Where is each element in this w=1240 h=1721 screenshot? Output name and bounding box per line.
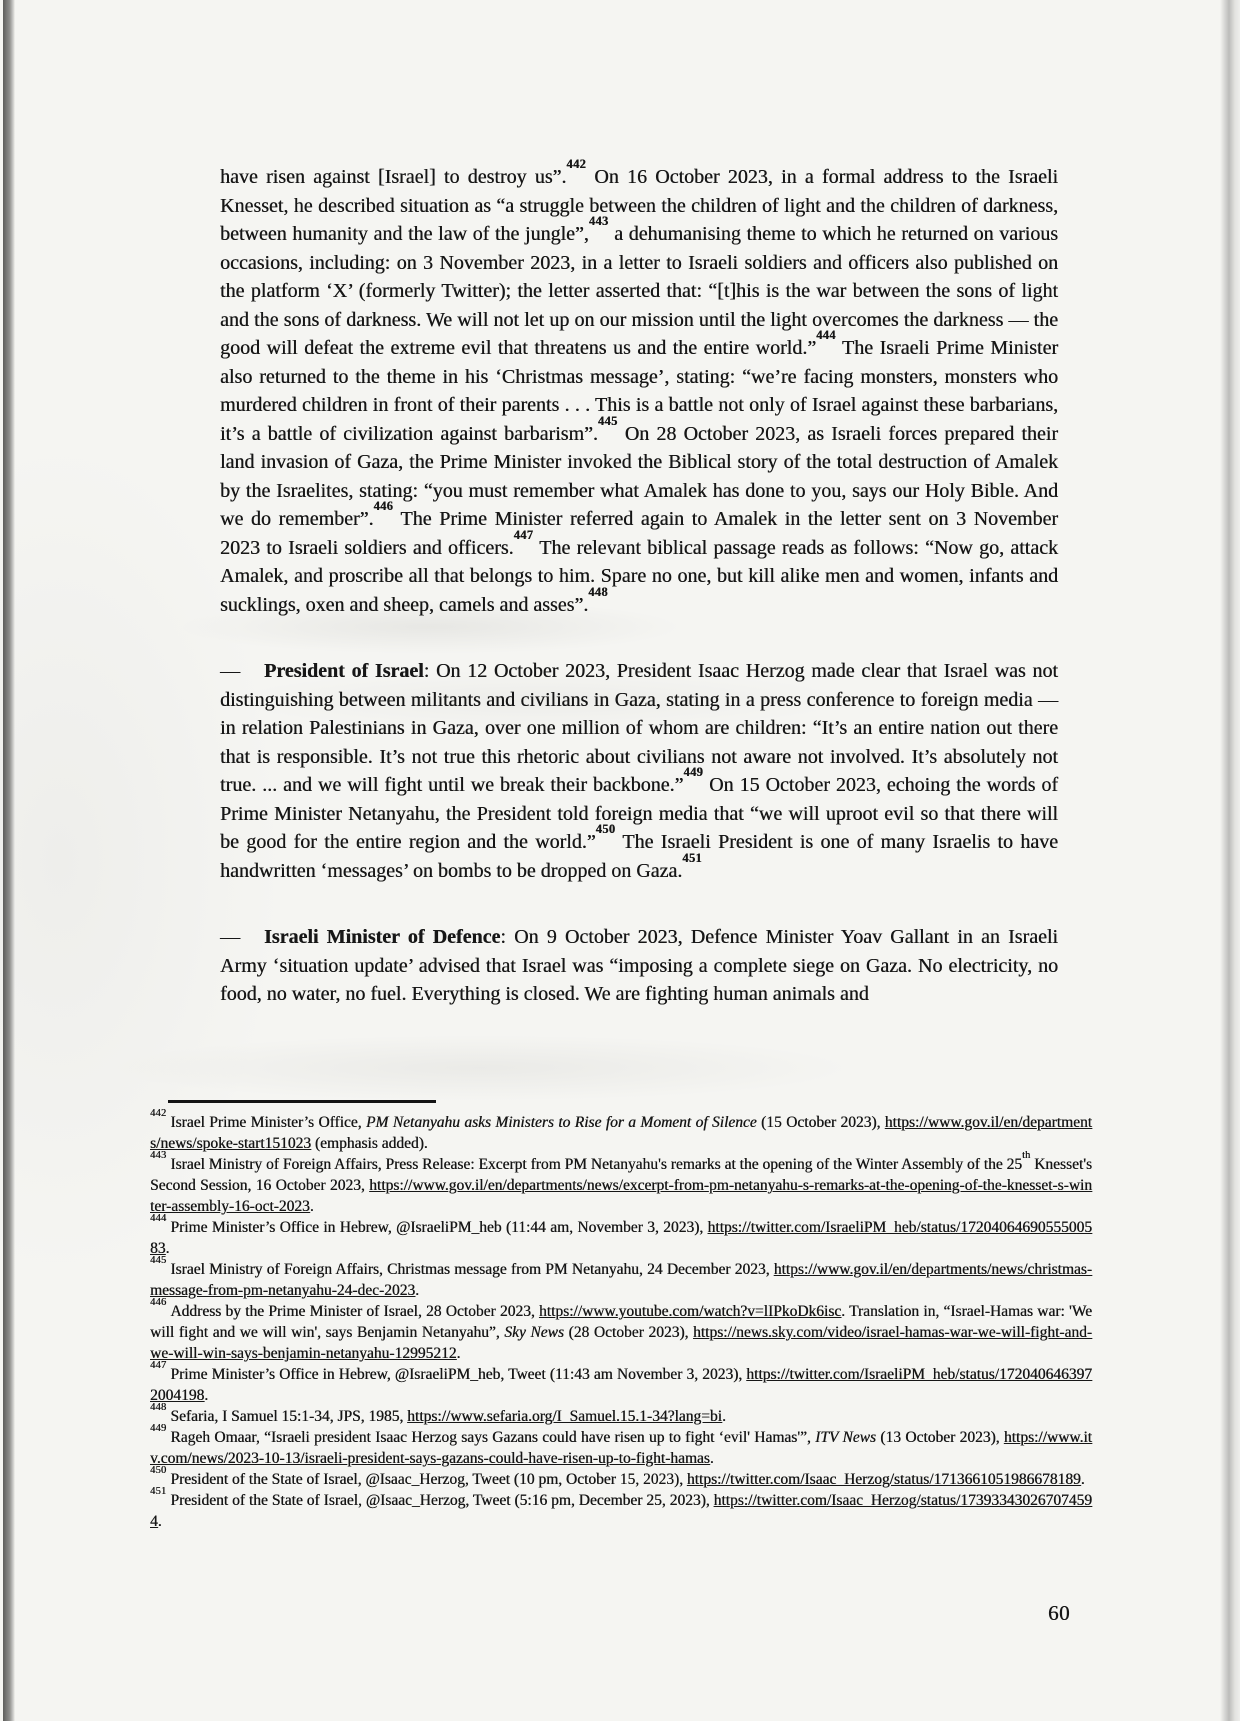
- footnote: [150, 1254, 1092, 1301]
- scan-edge-left: [3, 0, 15, 1721]
- bullet-minister-of-defence: [220, 923, 1058, 1009]
- text-run: On 28 October 2023, as Israeli forces prepared their land invasion of Gaza, the Prime Minister invoked the Biblical story of the total destruction of Amalek by the Israelites, stating: “you must remember what Amalek has done to you, says our Holy Bible. And we do remember”.: [220, 422, 1058, 530]
- text-run: On 16 October 2023, in a formal address to the Israeli Knesset, he described situation as “a struggle between the children of light and the children of darkness, between humanity and the law of the jungle”,: [220, 166, 1059, 245]
- link-url[interactable]: https://www.sefaria.org/I_Samuel.15.1-34?lang=bi: [407, 1408, 722, 1425]
- footnote-separator: [168, 1100, 436, 1103]
- link-url[interactable]: https://www.gov.il/en/departments/news/excerpt-from-pm-netanyahu-s-remarks-at-the-opening-of-the-knesset-s-winter-assembly-16-oct-2023: [150, 1177, 1092, 1215]
- footnote-number: 451: [150, 1485, 167, 1497]
- text-run: .: [157, 1513, 162, 1530]
- text-run: (13 October 2023),: [875, 1429, 1004, 1446]
- text-run: President of the State of Israel, @Isaac_Herzog, Tweet (5:16 pm, December 25, 2023),: [170, 1492, 714, 1509]
- text-run: : On 12 October 2023, President Isaac Herzog made clear that Israel was not distinguishing between militants and civilians in Gaza, stating in a press conference to foreign media — in relation Palestinians in Gaza, over one million of whom are children: “It’s an entire nation out there that is responsible. It’s not true this rhetoric about civilians not aware not involved. It’s absolutely not true. ... and we will fight until we break their backbone.”: [220, 660, 1058, 796]
- text-run: Address by the Prime Minister of Israel, 28 October 2023,: [170, 1303, 539, 1320]
- link-url[interactable]: https://www.gov.il/en/departments/news/christmas-message-from-pm-netanyahu-24-dec-2023: [150, 1261, 1092, 1299]
- footnotes-section: [150, 1100, 1092, 1532]
- link-url[interactable]: https://news.sky.com/video/israel-hamas-war-we-will-fight-and-we-will-win-says-benjamin-netanyahu-12995212: [150, 1324, 1092, 1362]
- footnote-ref: 442: [566, 157, 587, 172]
- text-run: .: [709, 1450, 714, 1467]
- text-run: Prime Minister’s Office in Hebrew, @IsraeliPM_heb (11:44 am, November 3, 2023),: [170, 1219, 708, 1236]
- footnote: [150, 1107, 1093, 1154]
- footnote-ref: 446: [373, 499, 394, 514]
- footnote-ref: 451: [682, 850, 702, 865]
- footnote-number: 446: [150, 1296, 167, 1308]
- footnote-ref: 444: [816, 328, 836, 343]
- footnote: [150, 1359, 1092, 1406]
- link-url[interactable]: https://twitter.com/IsraeliPM_heb/status/1720406463972004198: [150, 1366, 1092, 1404]
- footnote: [150, 1401, 1092, 1427]
- footnote-number: 450: [150, 1464, 167, 1476]
- link-url[interactable]: https://twitter.com/Isaac_Herzog/status/1713661051986678189: [686, 1471, 1081, 1488]
- footnote-number: 445: [150, 1254, 167, 1266]
- link-url[interactable]: https://twitter.com/IsraeliPM_heb/status/1720406469055500583: [150, 1219, 1092, 1257]
- text-run: Sefaria, I Samuel 15:1-34, JPS, 1985,: [170, 1408, 408, 1425]
- text-run: .: [721, 1408, 726, 1425]
- footnote-number: 443: [150, 1149, 167, 1161]
- text-run: Israel Ministry of Foreign Affairs, Press Release: Excerpt from PM Netanyahu's remarks at the opening of the Winter Assembly of the 25: [170, 1156, 1023, 1173]
- text-run: .: [415, 1282, 419, 1299]
- text-run: (15 October 2023),: [756, 1114, 885, 1131]
- text-run: President of Israel: [264, 660, 424, 682]
- footnote-ref: 447: [513, 527, 534, 542]
- footnote-number: 448: [150, 1401, 167, 1413]
- text-run: President of the State of Israel, @Isaac_Herzog, Tweet (10 pm, October 15, 2023),: [170, 1471, 687, 1488]
- footnote-ref: th: [1022, 1149, 1031, 1161]
- footnote-number: 442: [150, 1107, 167, 1119]
- footnote-ref: 445: [597, 413, 618, 428]
- bullet-dash: —: [220, 926, 240, 948]
- footnote-number: 444: [150, 1212, 167, 1224]
- footnote-ref: 443: [588, 214, 609, 229]
- text-run: : On 9 October 2023, Defence Minister Yoav Gallant in an Israeli Army ‘situation update’ advised that Israel was “imposing a complete siege on Gaza. No electricity, no food, no water, no fuel. Everything is closed. We are fighting human animals and: [220, 926, 1058, 1005]
- bullet-text: [220, 926, 1058, 1005]
- link-url[interactable]: https://www.itv.com/news/2023-10-13/israeli-president-says-gazans-could-have-risen-up-to-fight-hamas: [150, 1429, 1092, 1467]
- text-run: have risen against [Israel] to destroy us”.: [220, 166, 567, 188]
- footnotes-list: [150, 1107, 1093, 1532]
- text-run: ITV News: [815, 1429, 876, 1446]
- text-run: The Israeli President is one of many Israelis to have handwritten ‘messages’ on bombs to be dropped on Gaza.: [220, 831, 1059, 882]
- text-run: .: [1080, 1471, 1085, 1488]
- text-run: . Translation in, “Israel-Hamas war: 'We will fight and we will win', says Benjamin Netanyahu”,: [150, 1303, 1092, 1341]
- footnote-number: 447: [150, 1359, 167, 1371]
- footnote-ref: 449: [683, 765, 704, 780]
- text-run: Rageh Omaar, “Israeli president Isaac Herzog says Gazans could have risen up to fight ‘evil' Hamas'”,: [170, 1429, 816, 1446]
- bullet-president-of-israel: [220, 657, 1058, 885]
- text-run: Israel Ministry of Foreign Affairs, Christmas message from PM Netanyahu, 24 December 2023,: [170, 1261, 774, 1278]
- text-run: .: [204, 1387, 209, 1404]
- footnote-ref: 450: [595, 822, 616, 837]
- bullet-text: [220, 660, 1058, 882]
- text-run: Prime Minister’s Office in Hebrew, @IsraeliPM_heb, Tweet (11:43 am November 3, 2023),: [170, 1366, 747, 1383]
- footnote-ref: 448: [588, 584, 608, 599]
- text-run: The Prime Minister referred again to Amalek in the letter sent on 3 November 2023 to Israeli soldiers and officers.: [220, 508, 1058, 559]
- text-run: Knesset's Second Session, 16 October 2023,: [150, 1156, 1092, 1194]
- text-run: PM Netanyahu asks Ministers to Rise for a Moment of Silence: [365, 1114, 757, 1131]
- footnote: [150, 1149, 1092, 1217]
- footnote: [150, 1464, 1092, 1490]
- link-url[interactable]: https://www.gov.il/en/departments/news/spoke-start151023: [150, 1114, 1093, 1152]
- footnote-number: 449: [150, 1422, 167, 1434]
- text-run: (28 October 2023),: [563, 1324, 693, 1341]
- page-number: 60: [1048, 1601, 1070, 1625]
- link-url[interactable]: https://www.youtube.com/watch?v=lIPkoDk6isc: [538, 1303, 842, 1320]
- paragraph-netanyahu-rhetoric: [220, 157, 1059, 619]
- text-run: a dehumanising theme to which he returned on various occasions, including: on 3 November 2023, in a letter to Israeli soldiers and officers also published on the platform ‘X’ (formerly Twitter); the letter asserted that: “[t]his is the war between the sons of light and the sons of darkness. We will not let up on our mission until the light overcomes the darkness — the good will defeat the extreme evil that threatens us and the entire world.”: [220, 223, 1058, 359]
- text-run: Sky News: [504, 1324, 564, 1341]
- bullet-dash: —: [220, 660, 240, 682]
- text-run: Israeli Minister of Defence: [264, 926, 501, 948]
- text-run: (emphasis added).: [311, 1135, 428, 1152]
- footnote: [150, 1485, 1092, 1532]
- text-run: .: [456, 1345, 461, 1362]
- scan-edge-right: [1220, 0, 1240, 1721]
- text-run: .: [309, 1198, 314, 1215]
- footnote: [150, 1212, 1092, 1259]
- footnote: [150, 1296, 1092, 1364]
- text-run: The Israeli Prime Minister also returned to the theme in his ‘Christmas message’, stating: “we’re facing monsters, monsters who murdered children in front of their parents . . . This is a battle not only of Israel against these barbarians, it’s a battle of civilization against barbarism”.: [220, 337, 1059, 445]
- text-run: .: [165, 1240, 170, 1257]
- text-run: Israel Prime Minister’s Office,: [170, 1114, 366, 1131]
- footnote: [150, 1422, 1092, 1469]
- text-run: The relevant biblical passage reads as follows: “Now go, attack Amalek, and proscribe all that belongs to him. Spare no one, but kill alike men and women, infants and sucklings, oxen and sheep, camels and asses”.: [220, 536, 1058, 616]
- text-run: On 15 October 2023, echoing the words of Prime Minister Netanyahu, the President told foreign media that “we will uproot evil so that there will be good for the entire region and the world.”: [220, 774, 1058, 853]
- link-url[interactable]: https://twitter.com/Isaac_Herzog/status/173933430267074594: [150, 1492, 1092, 1530]
- body-text: [220, 157, 1059, 1009]
